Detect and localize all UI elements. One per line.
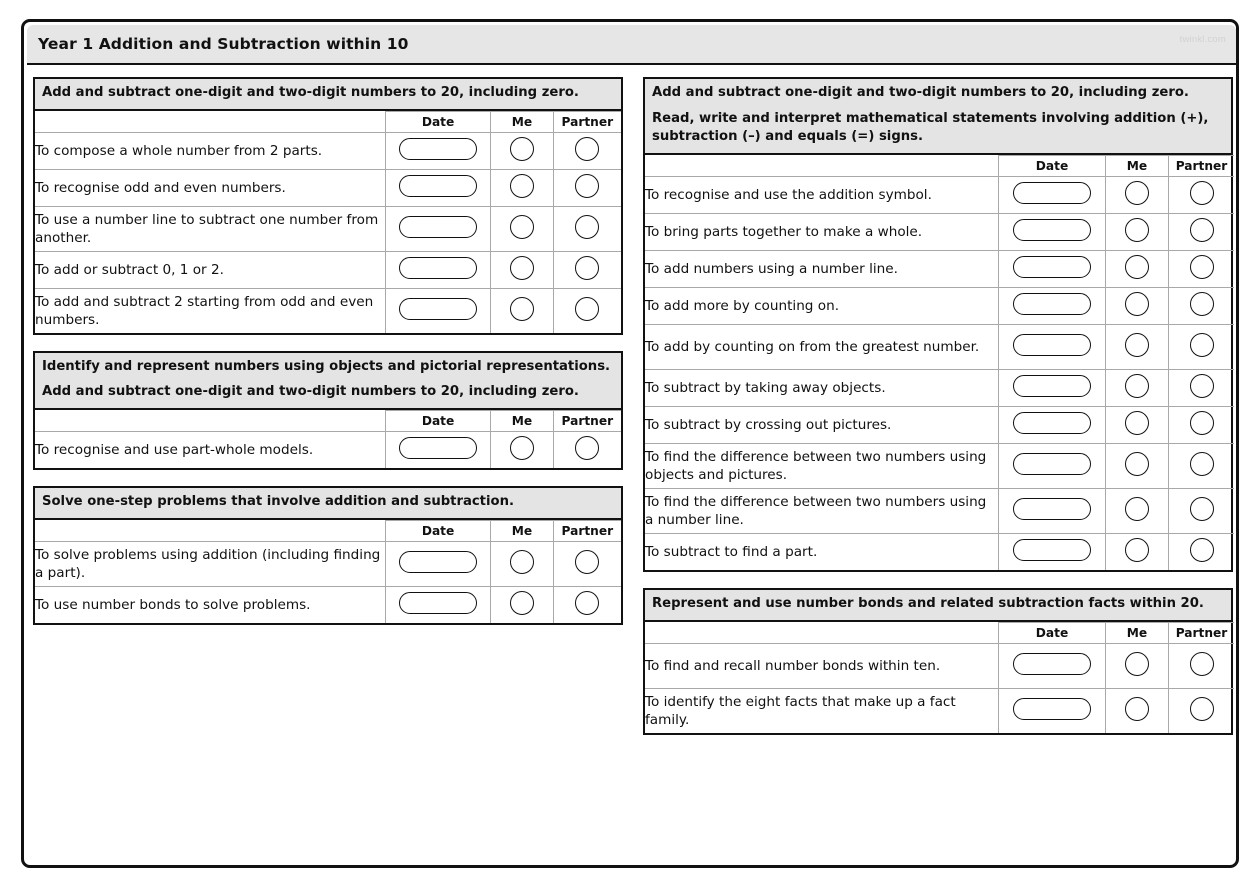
partner-checkbox[interactable] [1190,538,1214,562]
table-row [645,325,1234,370]
objective-text: To add and subtract 2 starting from odd and even numbers. [35,288,385,333]
me-checkbox-cell[interactable] [491,206,553,251]
date-cell[interactable] [385,586,491,623]
me-checkbox-cell[interactable] [1106,534,1169,571]
objective-text: To find and recall number bonds within ten. [645,643,999,688]
me-checkbox[interactable] [510,256,534,280]
date-cell[interactable] [999,534,1106,571]
me-checkbox[interactable] [510,137,534,161]
date-input-pill[interactable] [1013,375,1091,397]
me-checkbox-cell[interactable] [1106,177,1169,214]
column-header-objective [645,156,999,177]
partner-checkbox-cell[interactable] [1169,643,1235,688]
me-checkbox-cell[interactable] [491,169,553,206]
table-row [35,432,621,469]
me-checkbox-cell[interactable] [1106,643,1169,688]
partner-checkbox[interactable] [1190,497,1214,521]
table-row [35,132,621,169]
partner-checkbox-cell[interactable] [1169,370,1235,407]
me-checkbox[interactable] [1125,255,1149,279]
me-checkbox-cell[interactable] [491,432,553,469]
column-header-partner: Partner [553,111,621,132]
me-checkbox[interactable] [1125,374,1149,398]
objective-text: To subtract by crossing out pictures. [645,407,999,444]
me-checkbox-cell[interactable] [491,132,553,169]
date-cell[interactable] [999,370,1106,407]
date-input-pill[interactable] [1013,653,1091,675]
column-header-partner: Partner [553,520,621,541]
table-row [645,288,1234,325]
objective-table [35,410,621,468]
date-cell[interactable] [385,206,491,251]
date-cell[interactable] [385,541,491,586]
objective-table [35,111,621,333]
left-column [33,77,623,641]
table-row [645,251,1234,288]
objective-table [35,520,621,623]
table-row [645,643,1234,688]
table-row [645,534,1234,571]
objective-block [643,588,1233,735]
partner-checkbox[interactable] [575,174,599,198]
partner-checkbox-cell[interactable] [1169,177,1235,214]
column-header-me: Me [491,111,553,132]
table-header-row [35,111,621,132]
column-header-objective [35,520,385,541]
me-checkbox-cell[interactable] [491,586,553,623]
objective-table [645,622,1234,733]
table-row [645,370,1234,407]
partner-checkbox-cell[interactable] [1169,288,1235,325]
partner-checkbox-cell[interactable] [1169,489,1235,534]
table-row [645,177,1234,214]
date-cell[interactable] [385,432,491,469]
me-checkbox[interactable] [510,297,534,321]
column-header-date: Date [385,111,491,132]
partner-checkbox-cell[interactable] [553,541,621,586]
column-header-me: Me [491,411,553,432]
partner-checkbox[interactable] [575,591,599,615]
objective-band-line: Identify and represent numbers using objects and pictorial representations. [42,358,611,374]
column-header-date: Date [385,411,491,432]
column-header-partner: Partner [553,411,621,432]
date-input-pill[interactable] [399,175,477,197]
objective-table [645,155,1234,570]
objective-text: To add or subtract 0, 1 or 2. [35,251,385,288]
objective-text: To add more by counting on. [645,288,999,325]
partner-checkbox[interactable] [1190,411,1214,435]
me-checkbox-cell[interactable] [491,288,553,333]
date-input-pill[interactable] [399,216,477,238]
date-cell[interactable] [385,288,491,333]
right-column [643,77,1233,751]
column-header-partner: Partner [1169,622,1235,643]
me-checkbox-cell[interactable] [1106,325,1169,370]
date-input-pill[interactable] [1013,698,1091,720]
partner-checkbox-cell[interactable] [553,132,621,169]
objective-band-line: Read, write and interpret mathematical statements involving addition (+), subtraction (–) and equals (=) signs. [652,110,1209,145]
partner-checkbox-cell[interactable] [553,251,621,288]
objective-text: To solve problems using addition (including finding a part). [35,541,385,586]
partner-checkbox[interactable] [1190,452,1214,476]
date-cell[interactable] [999,325,1106,370]
column-header-date: Date [999,156,1106,177]
partner-checkbox-cell[interactable] [1169,444,1235,489]
table-row [645,688,1234,733]
column-header-date: Date [385,520,491,541]
date-input-pill[interactable] [1013,182,1091,204]
table-row [35,251,621,288]
me-checkbox[interactable] [510,436,534,460]
partner-checkbox[interactable] [1190,181,1214,205]
partner-checkbox[interactable] [575,256,599,280]
table-row [645,214,1234,251]
objective-band [645,79,1231,155]
objective-text: To find the difference between two numbers using objects and pictures. [645,444,999,489]
partner-checkbox-cell[interactable] [1169,688,1235,733]
objective-band [35,353,621,410]
column-header-partner: Partner [1169,156,1235,177]
date-cell[interactable] [999,251,1106,288]
objective-text: To compose a whole number from 2 parts. [35,132,385,169]
objective-text: To use a number line to subtract one number from another. [35,206,385,251]
date-input-pill[interactable] [399,551,477,573]
date-input-pill[interactable] [1013,453,1091,475]
me-checkbox[interactable] [1125,333,1149,357]
date-cell[interactable] [999,177,1106,214]
date-input-pill[interactable] [1013,293,1091,315]
page-title-bar [27,25,1236,65]
date-cell[interactable] [999,643,1106,688]
partner-checkbox[interactable] [1190,697,1214,721]
partner-checkbox-cell[interactable] [553,169,621,206]
date-input-pill[interactable] [399,138,477,160]
table-row [645,444,1234,489]
me-checkbox[interactable] [1125,292,1149,316]
partner-checkbox[interactable] [1190,374,1214,398]
me-checkbox-cell[interactable] [1106,688,1169,733]
date-input-pill[interactable] [1013,498,1091,520]
objective-text: To use number bonds to solve problems. [35,586,385,623]
column-header-objective [35,411,385,432]
me-checkbox[interactable] [1125,452,1149,476]
date-cell[interactable] [999,288,1106,325]
partner-checkbox-cell[interactable] [553,432,621,469]
me-checkbox[interactable] [1125,497,1149,521]
partner-checkbox[interactable] [1190,292,1214,316]
partner-checkbox[interactable] [575,215,599,239]
partner-checkbox[interactable] [1190,218,1214,242]
table-row [35,169,621,206]
objective-text: To recognise and use the addition symbol. [645,177,999,214]
objective-band [35,488,621,520]
column-header-me: Me [1106,156,1169,177]
column-header-date: Date [999,622,1106,643]
objective-text: To add by counting on from the greatest number. [645,325,999,370]
me-checkbox-cell[interactable] [1106,370,1169,407]
objective-band [645,590,1231,622]
table-row [645,489,1234,534]
me-checkbox[interactable] [510,174,534,198]
me-checkbox[interactable] [1125,218,1149,242]
column-header-objective [35,111,385,132]
date-cell[interactable] [385,251,491,288]
partner-checkbox[interactable] [575,550,599,574]
partner-checkbox[interactable] [575,436,599,460]
table-header-row [645,622,1234,643]
date-cell[interactable] [999,688,1106,733]
objective-block [33,77,623,335]
me-checkbox-cell[interactable] [1106,444,1169,489]
partner-checkbox-cell[interactable] [553,288,621,333]
partner-checkbox-cell[interactable] [1169,214,1235,251]
objective-block [643,77,1233,572]
objective-band-line: Solve one-step problems that involve addition and subtraction. [42,494,514,510]
date-input-pill[interactable] [1013,539,1091,561]
table-row [645,407,1234,444]
date-input-pill[interactable] [1013,334,1091,356]
objective-text: To recognise odd and even numbers. [35,169,385,206]
table-header-row [35,520,621,541]
column-header-me: Me [491,520,553,541]
date-cell[interactable] [385,132,491,169]
table-header-row [645,156,1234,177]
objective-text: To subtract by taking away objects. [645,370,999,407]
objective-text: To subtract to find a part. [645,534,999,571]
date-input-pill[interactable] [1013,412,1091,434]
me-checkbox-cell[interactable] [1106,489,1169,534]
partner-checkbox[interactable] [575,297,599,321]
date-cell[interactable] [999,489,1106,534]
column-header-me: Me [1106,622,1169,643]
objective-band-line: Add and subtract one-digit and two-digit numbers to 20, including zero. [42,384,579,400]
date-input-pill[interactable] [399,257,477,279]
partner-checkbox-cell[interactable] [1169,325,1235,370]
table-row [35,288,621,333]
twinkl-watermark: twinkl.com [1179,34,1226,45]
worksheet-page [21,19,1239,868]
objective-block [33,351,623,470]
date-cell[interactable] [385,169,491,206]
me-checkbox[interactable] [1125,538,1149,562]
partner-checkbox-cell[interactable] [1169,534,1235,571]
date-input-pill[interactable] [1013,219,1091,241]
objective-text: To find the difference between two numbers using a number line. [645,489,999,534]
me-checkbox-cell[interactable] [491,541,553,586]
objective-text: To recognise and use part-whole models. [35,432,385,469]
me-checkbox[interactable] [1125,411,1149,435]
partner-checkbox-cell[interactable] [1169,407,1235,444]
objective-band [35,79,621,111]
partner-checkbox[interactable] [1190,652,1214,676]
partner-checkbox-cell[interactable] [1169,251,1235,288]
me-checkbox-cell[interactable] [1106,407,1169,444]
table-row [35,541,621,586]
objective-text: To bring parts together to make a whole. [645,214,999,251]
page-title: Year 1 Addition and Subtraction within 10 [38,35,409,53]
date-cell[interactable] [999,214,1106,251]
me-checkbox[interactable] [1125,697,1149,721]
date-input-pill[interactable] [399,437,477,459]
table-row [35,586,621,623]
partner-checkbox[interactable] [575,137,599,161]
objective-band-line: Represent and use number bonds and related subtraction facts within 20. [652,596,1204,612]
date-cell[interactable] [999,407,1106,444]
me-checkbox-cell[interactable] [491,251,553,288]
partner-checkbox-cell[interactable] [553,206,621,251]
objective-text: To add numbers using a number line. [645,251,999,288]
date-input-pill[interactable] [399,592,477,614]
objective-band-line: Add and subtract one-digit and two-digit numbers to 20, including zero. [652,85,1189,100]
date-cell[interactable] [999,444,1106,489]
columns-container [24,65,1236,865]
date-input-pill[interactable] [399,298,477,320]
table-row [35,206,621,251]
objective-band-line: Add and subtract one-digit and two-digit numbers to 20, including zero. [42,85,579,100]
me-checkbox[interactable] [1125,181,1149,205]
partner-checkbox[interactable] [1190,255,1214,279]
objective-block [33,486,623,625]
objective-text: To identify the eight facts that make up a fact family. [645,688,999,733]
date-input-pill[interactable] [1013,256,1091,278]
table-header-row [35,411,621,432]
me-checkbox[interactable] [510,215,534,239]
me-checkbox[interactable] [510,591,534,615]
partner-checkbox-cell[interactable] [553,586,621,623]
me-checkbox-cell[interactable] [1106,214,1169,251]
me-checkbox-cell[interactable] [1106,251,1169,288]
me-checkbox-cell[interactable] [1106,288,1169,325]
partner-checkbox[interactable] [1190,333,1214,357]
me-checkbox[interactable] [1125,652,1149,676]
column-header-objective [645,622,999,643]
me-checkbox[interactable] [510,550,534,574]
